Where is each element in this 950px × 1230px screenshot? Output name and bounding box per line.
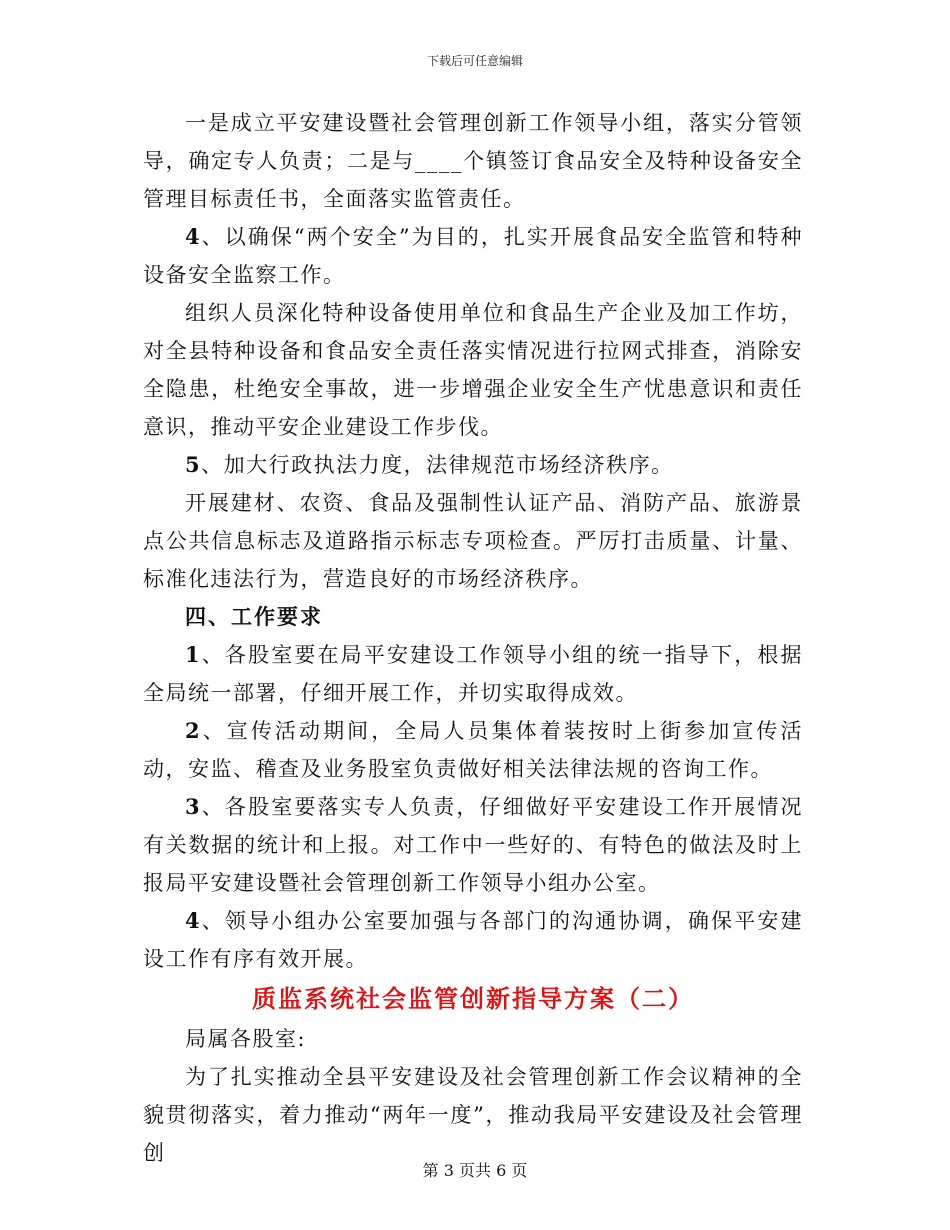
paragraph-text: 、加大行政执法力度，法律规范市场经济秩序。 <box>201 453 674 477</box>
requirement-paragraph <box>143 788 803 902</box>
body-paragraph <box>143 484 803 598</box>
paragraph-text: 、以确保“两个安全”为目的，扎实开展食品安全监管和特种设备安全监察工作。 <box>143 225 803 287</box>
item-number: 3 <box>185 794 202 819</box>
paragraph-text: 、各股室要落实专人负责，仔细做好平安建设工作开展情况有关数据的统计和上报。对工作中一些好的、有特色的做法及时上报局平安建设暨社会管理创新工作领导小组办公室。 <box>143 795 803 895</box>
item-number: 5 <box>185 452 202 477</box>
item-number: 4 <box>185 908 202 933</box>
paragraph-text: 一是成立平安建设暨社会管理创新工作领导小组，落实分管领导，确定专人负责；二是与____个镇签订食品安全及特种设备安全管理目标责任书，全面落实监管责任。 <box>143 111 803 211</box>
item-number: 2 <box>185 718 202 743</box>
document-title: 质监系统社会监管创新指导方案（二） <box>252 984 694 1013</box>
salutation: 局属各股室: <box>185 1027 307 1051</box>
paragraph-text: 、各股室要在局平安建设工作领导小组的统一指导下，根据全局统一部署，仔细开展工作，并切实取得成效。 <box>143 643 803 705</box>
paragraph-text: 、宣传活动期间，全局人员集体着装按时上街参加宣传活动，安监、稽查及业务股室负责做好相关法律法规的咨询工作。 <box>143 719 803 781</box>
section-heading: 四、工作要求 <box>185 604 323 629</box>
item-number: 4 <box>185 224 202 249</box>
body-paragraph <box>143 446 803 484</box>
page-footer: 第 3 页共 6 页 <box>422 1161 528 1180</box>
page-header: 下载后可任意编辑 <box>426 54 523 68</box>
requirement-paragraph <box>143 636 803 712</box>
paragraph-text: 、领导小组办公室要加强与各部门的沟通协调，确保平安建设工作有序有效开展。 <box>143 909 803 971</box>
paragraph-text: 组织人员深化特种设备使用单位和食品生产企业及加工作坊，对全县特种设备和食品安全责任落实情况进行拉网式排查，消除安全隐患，杜绝安全事故，进一步增强企业安全生产忧患意识和责任意识，推动平安企业建设工作步伐。 <box>143 301 803 439</box>
item-number: 1 <box>185 642 202 667</box>
requirement-paragraph <box>143 712 803 788</box>
body-paragraph <box>143 104 803 218</box>
paragraph-text: 开展建材、农资、食品及强制性认证产品、消防产品、旅游景点公共信息标志及道路指示标志专项检查。严厉打击质量、计量、标准化违法行为，营造良好的市场经济秩序。 <box>143 491 803 591</box>
document-body <box>143 104 803 1172</box>
body-paragraph: 为了扎实推动全县平安建设及社会管理创新工作会议精神的全貌贯彻落实，着力推动“两年一度”，推动我局平安建设及社会管理创 <box>143 1065 803 1165</box>
body-paragraph <box>143 218 803 294</box>
body-paragraph <box>143 294 803 446</box>
requirement-paragraph <box>143 902 803 978</box>
